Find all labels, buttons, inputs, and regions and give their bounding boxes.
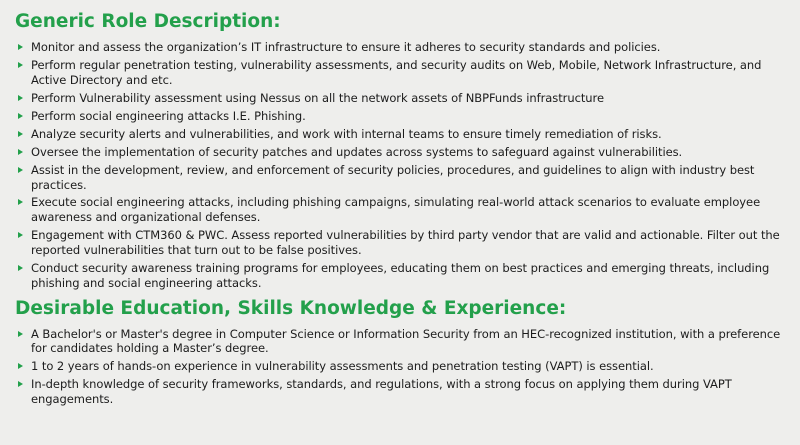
triangle-right-icon	[18, 131, 23, 137]
list-item	[18, 359, 782, 374]
triangle-right-icon	[18, 149, 23, 155]
triangle-right-icon	[18, 265, 23, 271]
list-item-text: Engagement with CTM360 & PWC. Assess reported vulnerabilities by third party vendor that are valid and actionable. Filter out the reported vulnerabilities that turn out to be false positives.	[31, 228, 780, 258]
triangle-right-icon	[18, 62, 23, 68]
list-item-text: Oversee the implementation of security patches and updates across systems to safeguard against vulnerabilities.	[31, 144, 683, 159]
list-item	[18, 127, 782, 142]
triangle-right-icon	[18, 44, 23, 50]
list-item-text: A Bachelor's or Master's degree in Computer Science or Information Security from an HEC-recognized institution, with a preference for candidates holding a Master’s degree.	[31, 326, 781, 356]
education-skills-list	[18, 327, 782, 407]
triangle-right-icon	[18, 199, 23, 205]
list-item	[18, 377, 782, 407]
list-item	[18, 163, 782, 193]
triangle-right-icon	[18, 331, 23, 337]
triangle-right-icon	[18, 113, 23, 119]
list-item	[18, 228, 782, 258]
section-title-role-description: Generic Role Description:	[15, 11, 281, 32]
section-title-education-skills: Desirable Education, Skills Knowledge & Experience:	[15, 297, 567, 319]
list-item-text: Monitor and assess the organization’s IT infrastructure to ensure it adheres to security standards and policies.	[31, 40, 661, 54]
list-item-text: Conduct security awareness training programs for employees, educating them on best practices and emerging threats, including phishing and social engineering attacks.	[31, 261, 770, 290]
triangle-right-icon	[18, 167, 23, 173]
triangle-right-icon	[18, 232, 23, 238]
triangle-right-icon	[18, 95, 23, 101]
list-item	[18, 109, 782, 124]
list-item-text: Perform Vulnerability assessment using Nessus on all the network assets of NBPFunds infrastructure	[31, 90, 604, 105]
list-item	[18, 145, 782, 160]
list-item-text: Analyze security alerts and vulnerabilities, and work with internal teams to ensure timely remediation of risks.	[31, 126, 662, 141]
list-item-text: Perform social engineering attacks I.E. Phishing.	[31, 108, 306, 123]
triangle-right-icon	[18, 363, 23, 369]
list-item-text: Execute social engineering attacks, including phishing campaigns, simulating real-world attack scenarios to evaluate employee awareness and organizational defenses.	[31, 195, 761, 225]
list-item	[18, 195, 782, 225]
list-item-text: 1 to 2 years of hands-on experience in vulnerability assessments and penetration testing (VAPT) is essential.	[31, 359, 654, 374]
role-description-list	[18, 40, 782, 291]
list-item	[18, 261, 782, 291]
list-item-text: In-depth knowledge of security frameworks, standards, and regulations, with a strong focus on applying them during VAPT engagements.	[31, 377, 732, 407]
list-item-text: Perform regular penetration testing, vulnerability assessments, and security audits on Web, Mobile, Network Infrastructure, and Active Directory and etc.	[31, 57, 762, 87]
list-item	[18, 327, 782, 357]
list-item	[18, 58, 782, 88]
list-item	[18, 40, 782, 55]
list-item-text: Assist in the development, review, and enforcement of security policies, procedures, and guidelines to align with industry best practices.	[31, 162, 755, 192]
list-item	[18, 91, 782, 106]
triangle-right-icon	[18, 381, 23, 387]
